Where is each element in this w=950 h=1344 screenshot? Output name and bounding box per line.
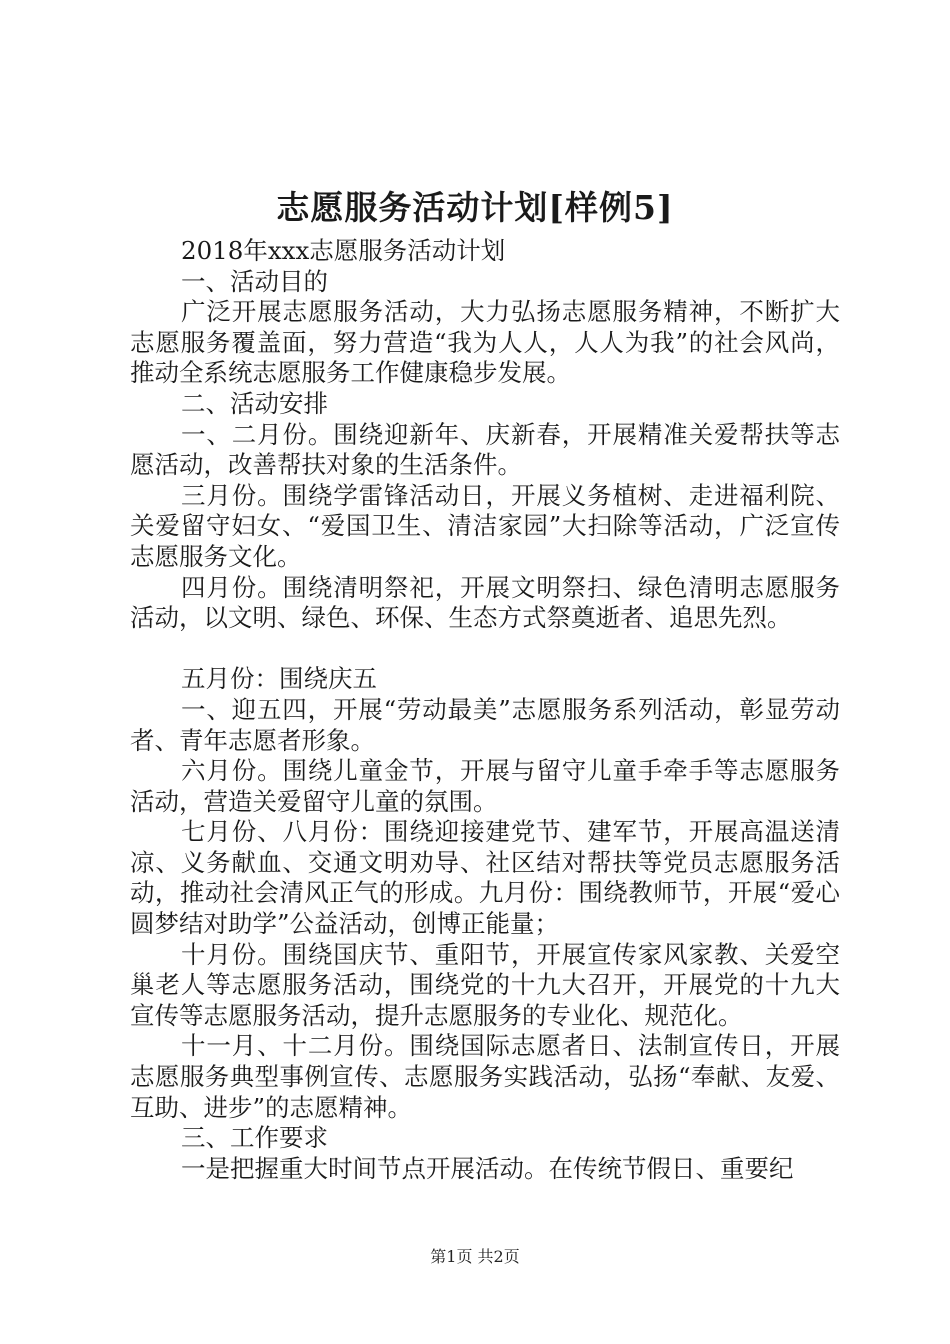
paragraph-requirement-one: 一是把握重大时间节点开展活动。在传统节假日、重要纪: [181, 1153, 794, 1183]
section-heading-purpose: 一、活动目的: [181, 266, 328, 296]
section-heading-arrangement: 二、活动安排: [181, 388, 328, 418]
paragraph-purpose: 广泛开展志愿服务活动，大力弘扬志愿服务精神，不断扩大志愿服务覆盖面，努力营造“我为人人，人人为我”的社会风尚，推动全系统志愿服务工作健康稳步发展。: [130, 297, 840, 388]
document-body: [130, 236, 840, 1184]
paragraph-october: 十月份。围绕国庆节、重阳节，开展宣传家风家教、关爱空巢老人等志愿服务活动，围绕党的十九大召开，开展党的十九大宣传等志愿服务活动，提升志愿服务的专业化、规范化。: [130, 939, 840, 1030]
paragraph-nov-dec: 十一月、十二月份。围绕国际志愿者日、法制宣传日，开展志愿服务典型事例宣传、志愿服务实践活动，弘扬“奉献、友爱、互助、进步”的志愿精神。: [130, 1031, 840, 1122]
document-title: 志愿服务活动计划[样例5]: [276, 188, 674, 227]
paragraph-march: 三月份。围绕学雷锋活动日，开展义务植树、走进福利院、关爱留守妇女、“爱国卫生、清洁家园”大扫除等活动，广泛宣传志愿服务文化。: [130, 480, 840, 571]
page-footer: 第1页 共2页: [430, 1247, 520, 1266]
paragraph-april: 四月份。围绕清明祭祀，开展文明祭扫、绿色清明志愿服务活动，以文明、绿色、环保、生态方式祭奠逝者、追思先烈。: [130, 572, 840, 633]
paragraph-may: 一、迎五四，开展“劳动最美”志愿服务系列活动，彰显劳动者、青年志愿者形象。: [130, 694, 840, 755]
paragraph-june: 六月份。围绕儿童金节，开展与留守儿童手牵手等志愿服务活动，营造关爱留守儿童的氛围。: [130, 756, 840, 816]
section-heading-requirements: 三、工作要求: [181, 1123, 328, 1153]
paragraph-may-heading: 五月份：围绕庆五: [181, 664, 377, 694]
paragraph-plan-heading: 2018年xxx志愿服务活动计划: [181, 236, 506, 265]
paragraph-jan-feb: 一、二月份。围绕迎新年、庆新春，开展精准关爱帮扶等志愿活动，改善帮扶对象的生活条件。: [130, 419, 840, 480]
paragraph-july-sept: 七月份、八月份：围绕迎接建党节、建军节，开展高温送清凉、义务献血、交通文明劝导、社区结对帮扶等党员志愿服务活动，推动社会清风正气的形成。九月份：围绕教师节，开展“爱心圆梦结对助学”公益活动，创博正能量；: [130, 817, 840, 939]
